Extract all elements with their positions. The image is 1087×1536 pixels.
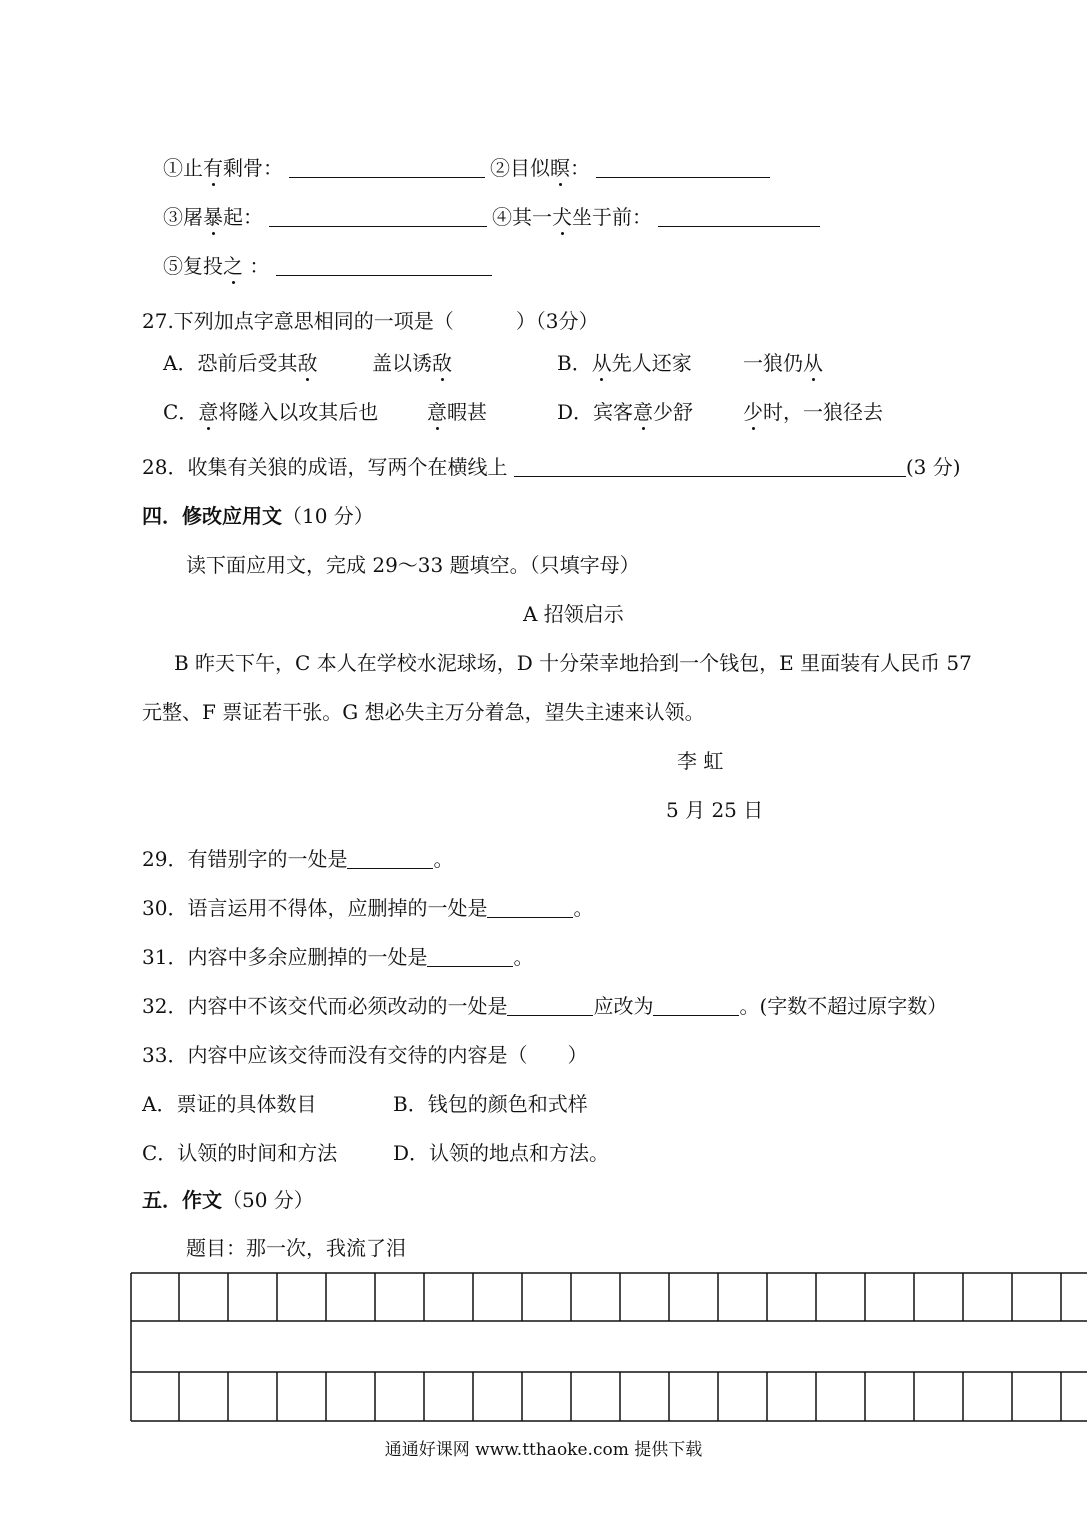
- q27-option-a-second: [372, 350, 452, 376]
- answer-blank[interactable]: [487, 897, 573, 918]
- q27-stem: [142, 308, 599, 334]
- q27-option-d-second: [743, 399, 883, 425]
- option-label: D．: [557, 400, 594, 424]
- answer-blank[interactable]: [269, 206, 487, 227]
- section-score: （50 分）: [222, 1188, 314, 1212]
- text: 剩骨：: [223, 156, 283, 180]
- dotted-char: 少: [743, 400, 763, 424]
- item-number: ①: [163, 156, 183, 180]
- section-4-intro: 读下面应用文，完成 29～33 题填空。（只填字母）: [186, 553, 640, 577]
- notice-signer: 李 虹: [677, 749, 724, 773]
- text: ）（3分）: [515, 309, 599, 333]
- q26-item-4: [492, 204, 820, 230]
- dotted-char: 意: [633, 400, 654, 424]
- section-score: （10 分）: [282, 504, 374, 528]
- text: 屠: [183, 205, 203, 229]
- answer-blank[interactable]: [507, 995, 593, 1016]
- option-label: C．: [163, 400, 199, 424]
- section-5-heading: [142, 1187, 314, 1213]
- answer-blank[interactable]: [514, 456, 906, 477]
- text: 应改为: [593, 994, 654, 1018]
- q28: [142, 454, 961, 480]
- text: 。: [573, 896, 594, 920]
- notice-heading: A 招领启示: [523, 602, 624, 626]
- text: 31．内容中多余应删掉的一处是: [142, 945, 428, 969]
- q30: [142, 895, 593, 921]
- text: 少舒: [653, 400, 694, 424]
- text: 28．收集有关狼的成语，写两个在横线上: [142, 455, 508, 479]
- text: 29．有错别字的一处是: [142, 847, 348, 871]
- q29: [142, 846, 453, 872]
- text: 宾客: [593, 400, 634, 424]
- q26-item-2: [490, 155, 770, 181]
- dotted-char: 瞑: [550, 156, 570, 180]
- text: 时，一狼径去: [763, 400, 883, 424]
- dotted-char: 从: [591, 351, 612, 375]
- text: 恐前后受其: [197, 351, 298, 375]
- answer-blank[interactable]: [427, 946, 513, 967]
- section-4-heading: [142, 503, 374, 529]
- text: 止: [183, 156, 203, 180]
- q27-option-b-second: [743, 350, 823, 376]
- item-number: ⑤: [163, 254, 183, 278]
- section-title: 四．修改应用文: [142, 504, 282, 528]
- q26-item-5: [163, 253, 492, 279]
- text: 坐于前：: [572, 205, 652, 229]
- text: 盖以诱: [372, 351, 432, 375]
- notice-line-2: 元整、F 票证若干张。G 想必失主万分着急，望失主速来认领。: [142, 700, 705, 724]
- q32: [142, 993, 947, 1019]
- dotted-char: 犬: [552, 205, 572, 229]
- q33-option-a: A．票证的具体数目: [142, 1092, 317, 1116]
- dotted-char: 敌: [432, 351, 452, 375]
- answer-blank[interactable]: [658, 206, 820, 227]
- dotted-char: 之: [223, 254, 243, 278]
- text: ：: [570, 156, 590, 180]
- text: ：: [243, 254, 270, 278]
- q27-option-c-second: [427, 399, 487, 425]
- answer-blank[interactable]: [276, 255, 492, 276]
- footer-source: 通通好课网 www.tthaoke.com 提供下载: [384, 1440, 703, 1460]
- text: 33．内容中应该交待而没有交待的内容是（: [142, 1043, 528, 1067]
- q27-option-a: [163, 350, 317, 376]
- notice-date: 5 月 25 日: [666, 798, 764, 822]
- q27-option-c: [163, 399, 378, 425]
- notice-line-1: B 昨天下午，C 本人在学校水泥球场，D 十分荣幸地拾到一个钱包，E 里面装有人民币 57: [174, 651, 972, 675]
- q26-item-1: [163, 155, 485, 181]
- q33-option-c: C．认领的时间和方法: [142, 1141, 338, 1165]
- answer-blank[interactable]: [596, 157, 770, 178]
- q27-option-b: [557, 350, 692, 376]
- text: 将隧入以攻其后也: [218, 400, 379, 424]
- dotted-char: 从: [803, 351, 823, 375]
- dotted-char: 意: [198, 400, 219, 424]
- text: 30．语言运用不得体，应删掉的一处是: [142, 896, 488, 920]
- text: 32．内容中不该交代而必须改动的一处是: [142, 994, 508, 1018]
- text: 其一: [512, 205, 552, 229]
- answer-blank[interactable]: [653, 995, 739, 1016]
- section-title: 五．作文: [142, 1188, 222, 1212]
- text: 先人还家: [611, 351, 692, 375]
- q33-stem: [142, 1042, 587, 1068]
- q31: [142, 944, 533, 970]
- q33-option-b: B．钱包的颜色和式样: [393, 1092, 588, 1116]
- writing-grid[interactable]: [130, 1272, 1087, 1422]
- text: 。: [433, 847, 454, 871]
- text: 起：: [223, 205, 263, 229]
- text: 。: [513, 945, 534, 969]
- text: 27.下列加点字意思相同的一项是（: [142, 309, 454, 333]
- text: 复投: [183, 254, 223, 278]
- text: ）: [567, 1043, 588, 1067]
- answer-blank[interactable]: [347, 848, 433, 869]
- item-number: ②: [490, 156, 510, 180]
- item-number: ③: [163, 205, 183, 229]
- dotted-char: 意: [427, 400, 447, 424]
- q27-option-d: [557, 399, 693, 425]
- score: (3 分): [905, 455, 961, 479]
- text: 暇甚: [447, 400, 487, 424]
- text: 。(字数不超过原字数）: [739, 994, 948, 1018]
- text: 目似: [510, 156, 550, 180]
- q33-option-d: D．认领的地点和方法。: [393, 1141, 610, 1165]
- dotted-char: 暴: [203, 205, 223, 229]
- dotted-char: 有: [203, 156, 223, 180]
- item-number: ④: [492, 205, 512, 229]
- option-label: B．: [557, 351, 592, 375]
- essay-topic: 题目：那一次，我流了泪: [186, 1236, 406, 1260]
- option-label: A．: [163, 351, 198, 375]
- dotted-char: 敌: [297, 351, 318, 375]
- answer-blank[interactable]: [289, 157, 485, 178]
- text: 一狼仍: [743, 351, 803, 375]
- q26-item-3: [163, 204, 487, 230]
